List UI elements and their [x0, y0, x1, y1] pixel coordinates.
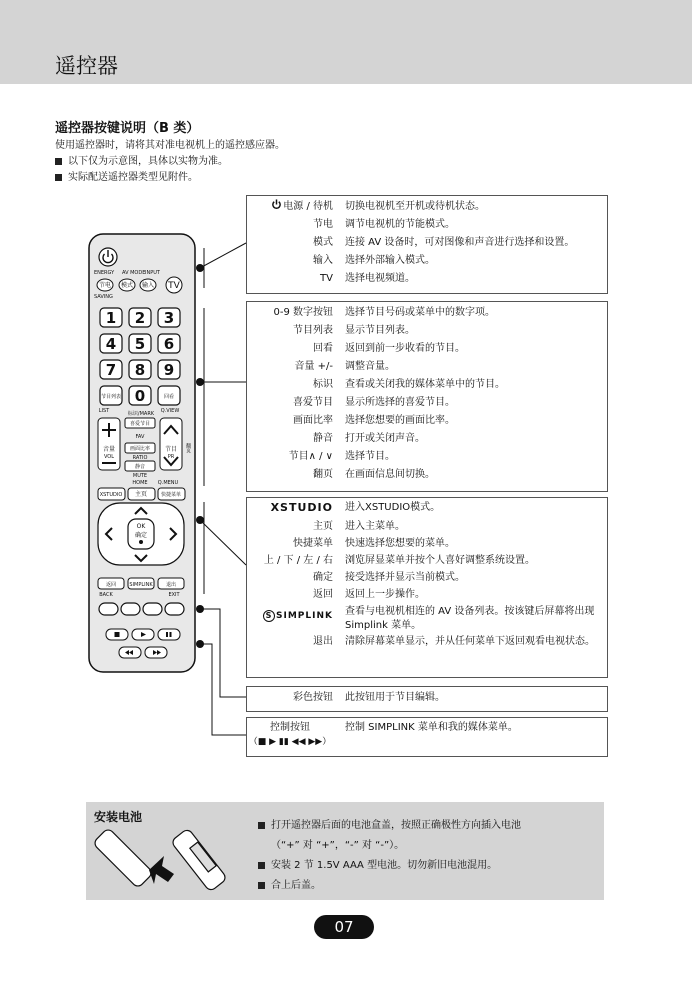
simplink-button: SIMPLINK [129, 582, 153, 588]
input-label: INPUT [145, 270, 160, 276]
exit-button: 退出 [165, 582, 177, 588]
battery-install-illustration [94, 826, 244, 896]
bullet-square-icon [258, 882, 265, 889]
svg-text:8: 8 [134, 361, 146, 379]
back-button: 返回 [105, 582, 117, 588]
mute-button: 静音 [134, 464, 146, 470]
legend-row: 标识 查看或关闭我的媒体菜单中的节目。 [313, 379, 505, 390]
bullet-square-icon [258, 862, 265, 869]
legend-row: 静音 打开或关闭声音。 [313, 433, 425, 444]
svg-text:标识/MARK: 标识/MARK [127, 411, 155, 417]
section-title: 遥控器按键说明（B 类） [55, 121, 200, 136]
legend-row: 彩色按钮 此按钮用于节目编辑。 [293, 692, 445, 703]
legend-row: 模式 连接 AV 设备时，可对图像和声音进行选择和设置。 [313, 237, 575, 248]
svg-text:OK: OK [136, 523, 146, 530]
svg-text:7: 7 [105, 361, 117, 379]
page-side-label: 翻页 [185, 443, 191, 453]
energy-saving-button: 节电 [98, 282, 112, 289]
xstudio-button: XSTUDIO [99, 492, 123, 498]
battery-line: 合上后盖。 [258, 876, 521, 896]
battery-title: 安装电池 [94, 810, 143, 824]
legend-row: 翻页 在画面信息间切换。 [313, 469, 435, 480]
legend-row: 退出 清除屏幕菜单显示，并从任何菜单下返回观看电视状态。 [313, 636, 595, 647]
legend-row: 音量 +/- 调整音量。 [294, 361, 395, 372]
simplink-logo: S SIMPLINK [263, 611, 333, 621]
intro-line: 实际配送遥控器类型见附件。 [55, 170, 285, 186]
legend-row: 节电 调节电视机的节能模式。 [313, 219, 455, 230]
legend-row: 电源 / 待机 切换电视机至开机或待机状态。 [247, 198, 607, 216]
svg-text:4: 4 [105, 335, 117, 353]
legend-row: TV 选择电视频道。 [320, 273, 415, 284]
svg-text:6: 6 [163, 335, 175, 353]
qview-button: 回看 [163, 394, 175, 400]
svg-text:9: 9 [163, 361, 175, 379]
qmenu-button: 快捷菜单 [160, 492, 182, 498]
battery-section [86, 802, 604, 900]
legend-row: 上 / 下 / 左 / 右 浏览屏显菜单并按个人喜好调整系统设置。 [263, 555, 535, 566]
xstudio-logo: XSTUDIO [270, 501, 333, 514]
page-title: 遥控器 [55, 54, 118, 78]
svg-text:确定: 确定 [134, 532, 148, 539]
legend-row: 输入 选择外部输入模式。 [313, 255, 435, 266]
energy-label: ENERGY [94, 270, 115, 276]
home-button: 主页 [134, 491, 148, 498]
svg-text:HOME: HOME [132, 480, 148, 486]
av-mode-button: 模式 [120, 282, 134, 289]
svg-text:EXIT: EXIT [168, 592, 180, 598]
svg-text:BACK: BACK [99, 592, 113, 598]
tv-button: TV [168, 281, 180, 291]
input-button: 输入 [141, 282, 155, 289]
legend-row: 画面比率 选择您想要的画面比率。 [293, 415, 455, 426]
svg-text:Q.MENU: Q.MENU [157, 480, 179, 486]
remote-control-illustration [88, 233, 198, 673]
legend-row: 返回 返回上一步操作。 [313, 589, 425, 600]
battery-line: 打开遥控器后面的电池盒盖，按照正确极性方向插入电池 [258, 816, 521, 836]
legend-row: 控制按钮 （■ ▶ ▮▮ ◀◀ ▶▶） 控制 SIMPLINK 菜单和我的媒体菜单。 [248, 722, 518, 747]
svg-text:MUTE: MUTE [132, 473, 148, 479]
svg-text:FAV: FAV [135, 434, 145, 440]
fav-button: 喜爱节目 [129, 421, 151, 427]
svg-text:节目: 节目 [164, 446, 178, 453]
intro-line: 以下仅为示意图，具体以实物为准。 [55, 154, 285, 170]
svg-text:VOL: VOL [103, 454, 115, 460]
legend-row: 确定 接受选择并显示当前模式。 [313, 572, 465, 583]
legend-row: 快捷菜单 快速选择您想要的菜单。 [293, 538, 455, 549]
intro-line: 使用遥控器时，请将其对准电视机上的遥控感应器。 [55, 140, 285, 151]
page-number: 07 [314, 915, 374, 939]
svg-text:1: 1 [105, 309, 117, 327]
ratio-button: 画面比率 [129, 446, 151, 452]
svg-text:0: 0 [134, 387, 146, 405]
list-button: 节目列表 [100, 394, 122, 400]
svg-text:Q.VIEW: Q.VIEW [160, 408, 180, 414]
svg-text:LIST: LIST [98, 408, 110, 414]
svg-text:3: 3 [163, 309, 175, 327]
legend-row: 0-9 数字按钮 选择节目号码或菜单中的数字项。 [273, 307, 495, 318]
legend-row: XSTUDIO 进入XSTUDIO模式。 [270, 501, 441, 514]
avmode-label: AV MODE [122, 270, 146, 276]
saving-label: SAVING [94, 294, 113, 300]
svg-text:5: 5 [134, 335, 146, 353]
battery-line: 安装 2 节 1.5V AAA 型电池。切勿新旧电池混用。 [258, 856, 521, 876]
legend-row: 喜爱节目 显示所选择的喜爱节目。 [293, 397, 455, 408]
svg-text:RATIO: RATIO [132, 455, 148, 461]
battery-instructions [258, 816, 521, 896]
bullet-square-icon [258, 822, 265, 829]
legend-row: 节目∧ / ∨ 选择节目。 [288, 451, 395, 462]
legend-row: 节目列表 显示节目列表。 [293, 325, 415, 336]
legend-row: 回看 返回到前一步收看的节目。 [313, 343, 465, 354]
svg-text:2: 2 [134, 309, 146, 327]
legend-row: 主页 进入主菜单。 [313, 521, 405, 532]
svg-text:PR: PR [167, 454, 175, 460]
svg-text:音量: 音量 [102, 446, 116, 453]
legend-row: S SIMPLINK 查看与电视机相连的 AV 设备列表。按该键后屏幕将出现 Simplink 菜单。 [247, 603, 607, 633]
battery-line: （“+” 对 “+”，“-” 对 “-”）。 [271, 840, 405, 851]
